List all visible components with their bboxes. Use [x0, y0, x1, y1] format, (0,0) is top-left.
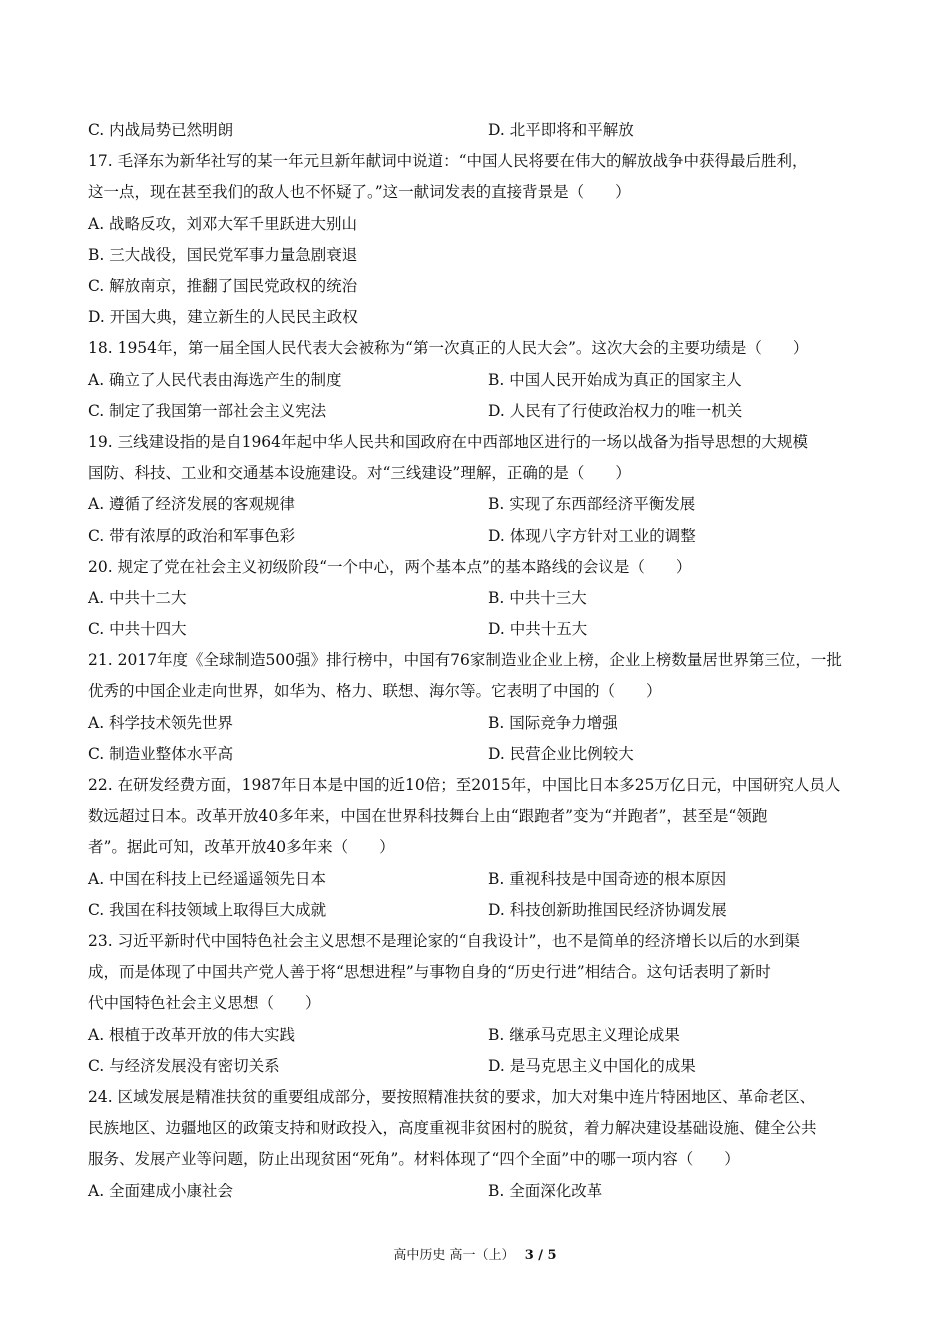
- question-stem: 17. 毛泽东为新华社写的某一年元旦新年献词中说道：“中国人民将要在伟大的解放战争中获得最后胜利，: [88, 152, 808, 171]
- question-stem: 21. 2017年度《全球制造500强》排行榜中，中国有76家制造业企业上榜，企业上榜数量居世界第三位，一批: [88, 651, 842, 670]
- option: A. 科学技术领先世界: [88, 713, 234, 732]
- option-row: [88, 115, 868, 146]
- question-stem: 国防、科技、工业和交通基本设施建设。对“三线建设”理解，正确的是（ ）: [88, 464, 631, 483]
- option: D. 北平即将和平解放: [488, 121, 634, 139]
- question-stem: 22. 在研发经费方面，1987年日本是中国的近10倍；至2015年，中国比日本多25万亿日元，中国研究人员人: [88, 776, 841, 795]
- option: B. 全面深化改革: [488, 1181, 603, 1200]
- option: A. 全面建成小康社会: [88, 1181, 234, 1200]
- option: D. 开国大典，建立新生的人民民主政权: [88, 308, 358, 327]
- exam-page: [88, 115, 868, 1207]
- option: A. 战略反攻，刘邓大军千里跃进大别山: [88, 214, 358, 233]
- question-stem: 民族地区、边疆地区的政策支持和财政投入，高度重视非贫困村的脱贫，着力解决建设基础设施、健全公共: [88, 1119, 817, 1138]
- option: B. 实现了东西部经济平衡发展: [488, 495, 696, 514]
- question-stem: 24. 区域发展是精准扶贫的重要组成部分，要按照精准扶贫的要求，加大对集中连片特困地区、革命老区、: [88, 1088, 816, 1107]
- option: B. 三大战役，国民党军事力量急剧衰退: [88, 245, 358, 264]
- option: B. 中国人民开始成为真正的国家主人: [488, 370, 742, 389]
- option-row: [88, 583, 868, 614]
- question-block: [88, 926, 868, 1082]
- option: A. 中共十二大: [88, 588, 187, 607]
- question-block: [88, 770, 868, 926]
- option-row: [88, 1020, 868, 1051]
- option: D. 人民有了行使政治权力的唯一机关: [488, 401, 743, 420]
- option-row: [88, 895, 868, 926]
- option: D. 是马克思主义中国化的成果: [488, 1056, 696, 1075]
- option: C. 制造业整体水平高: [88, 744, 234, 763]
- question-stem: 服务、发展产业等问题，防止出现贫困“死角”。材料体现了“四个全面”中的哪一项内容（ ）: [88, 1150, 740, 1169]
- page-footer: [0, 1246, 950, 1266]
- question-stem: 数远超过日本。改革开放40多年来，中国在世界科技舞台上由“跟跑者”变为“并跑者”，甚至是“领跑: [88, 807, 768, 826]
- question-stem: 代中国特色社会主义思想（ ）: [88, 994, 321, 1013]
- question-block: [88, 427, 868, 552]
- option: C. 带有浓厚的政治和军事色彩: [88, 526, 296, 545]
- option: A. 遵循了经济发展的客观规律: [88, 495, 296, 514]
- question-stem: 19. 三线建设指的是自1964年起中华人民共和国政府在中西部地区进行的一场以战备为指导思想的大规模: [88, 432, 809, 451]
- option: C. 与经济发展没有密切关系: [88, 1056, 280, 1075]
- option: D. 体现八字方针对工业的调整: [488, 526, 696, 545]
- option-row: [88, 614, 868, 645]
- option: C. 中共十四大: [88, 620, 187, 639]
- question-block: [88, 552, 868, 646]
- option: D. 科技创新助推国民经济协调发展: [488, 900, 727, 919]
- question-stem: 18. 1954年，第一届全国人民代表大会被称为“第一次真正的人民大会”。这次大会的主要功绩是（ ）: [88, 339, 809, 358]
- option: B. 国际竞争力增强: [488, 713, 618, 732]
- question-stem: 这一点，现在甚至我们的敌人也不怀疑了。”这一献词发表的直接背景是（ ）: [88, 183, 631, 202]
- option: B. 中共十三大: [488, 588, 587, 607]
- option-row: [88, 708, 868, 739]
- option: C. 制定了我国第一部社会主义宪法: [88, 401, 327, 420]
- page-number: 3 / 5: [524, 1248, 557, 1263]
- question-block: [88, 1082, 868, 1207]
- option: A. 确立了人民代表由海选产生的制度: [88, 370, 342, 389]
- footer-label: 高中历史 高一（上）: [393, 1248, 515, 1263]
- option-row: [88, 1051, 868, 1082]
- option-row: [88, 365, 868, 396]
- question-stem: 者”。据此可知，改革开放40多年来（ ）: [88, 838, 395, 857]
- question-stem: 优秀的中国企业走向世界，如华为、格力、联想、海尔等。它表明了中国的（ ）: [88, 682, 662, 701]
- option: D. 民营企业比例较大: [488, 744, 634, 763]
- option-row: [88, 739, 868, 770]
- question-block: [88, 645, 868, 770]
- option: B. 继承马克思主义理论成果: [488, 1025, 680, 1044]
- option: D. 中共十五大: [488, 620, 588, 639]
- option-row: [88, 521, 868, 552]
- option-row: [88, 396, 868, 427]
- option: C. 我国在科技领域上取得巨大成就: [88, 900, 327, 919]
- option: C. 内战局势已然明朗: [88, 121, 234, 139]
- option: A. 根植于改革开放的伟大实践: [88, 1025, 296, 1044]
- option: C. 解放南京，推翻了国民党政权的统治: [88, 276, 358, 295]
- option: B. 重视科技是中国奇迹的根本原因: [488, 869, 727, 888]
- question-block: [88, 333, 868, 427]
- option-row: [88, 1176, 868, 1207]
- question-stem: 成，而是体现了中国共产党人善于将“思想进程”与事物自身的“历史行进”相结合。这句话表明了新时: [88, 963, 771, 982]
- question-block: [88, 146, 868, 333]
- question-stem: 23. 习近平新时代中国特色社会主义思想不是理论家的“自我设计”，也不是简单的经济增长以后的水到渠: [88, 932, 800, 951]
- option: A. 中国在科技上已经遥遥领先日本: [88, 869, 327, 888]
- option-row: [88, 489, 868, 520]
- option-row: [88, 864, 868, 895]
- question-stem: 20. 规定了党在社会主义初级阶段“一个中心，两个基本点”的基本路线的会议是（ ）: [88, 557, 692, 576]
